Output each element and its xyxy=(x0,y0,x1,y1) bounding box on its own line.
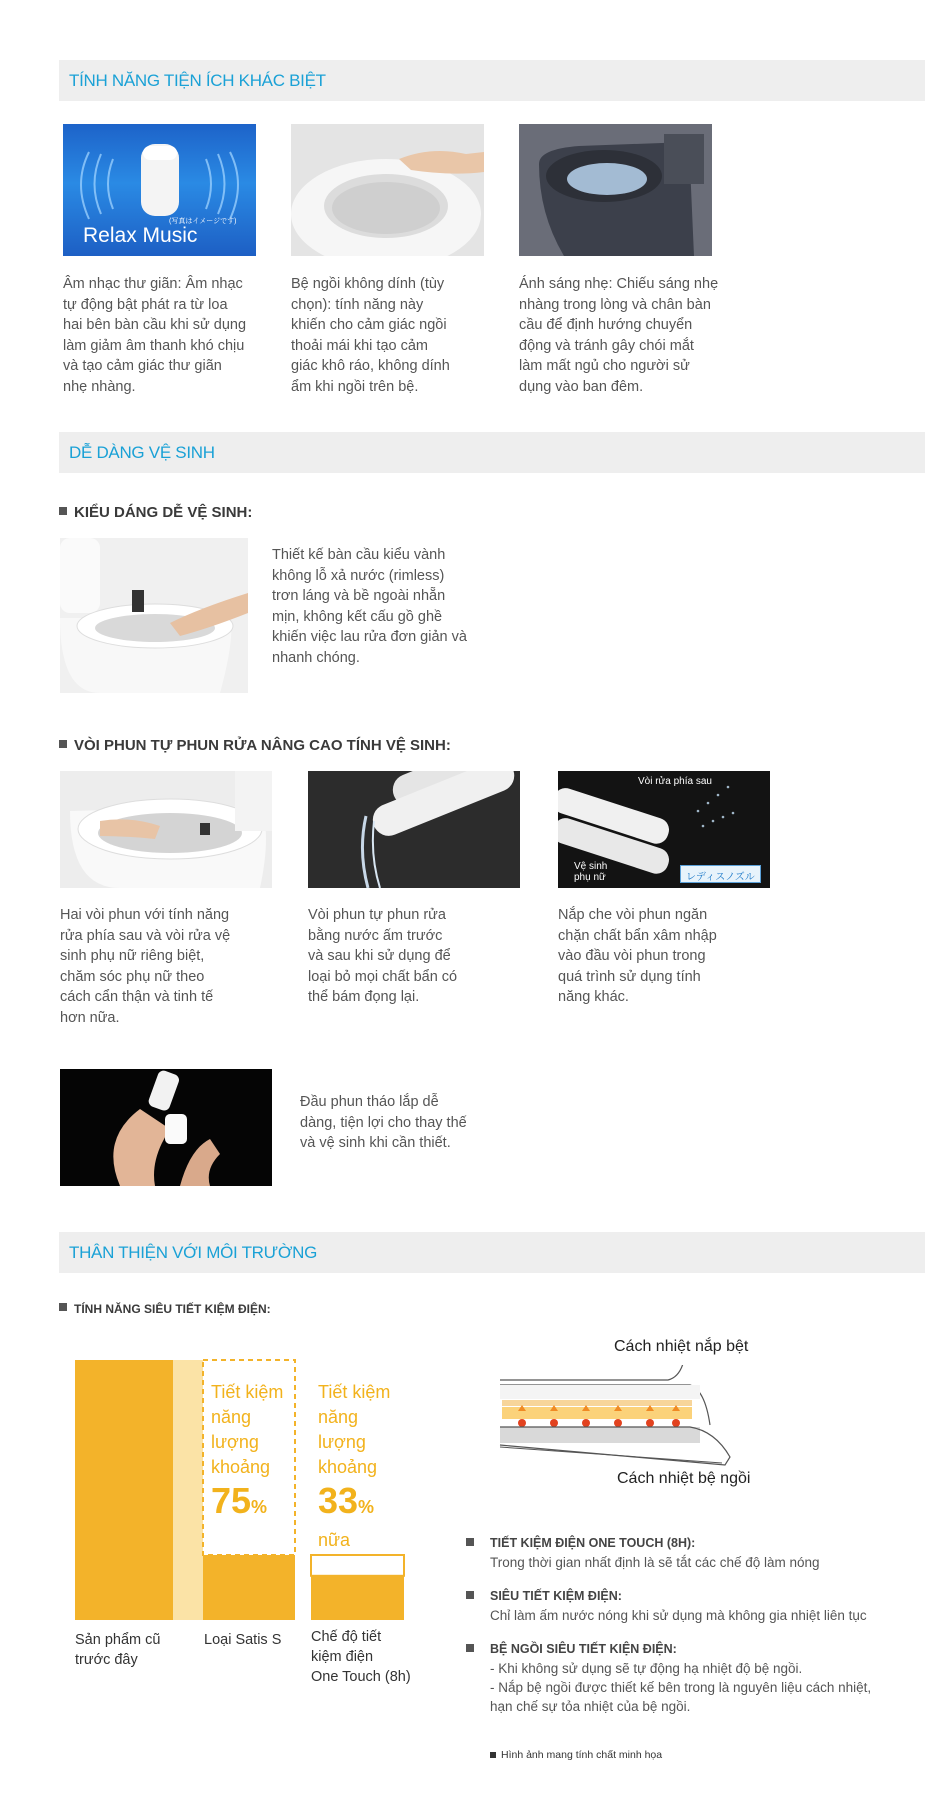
feature-desc-relax-music: Âm nhạc thư giãn: Âm nhạc tự động bật phát ra từ loa hai bên bàn cầu khi sử dụng làm giảm âm thanh khó chịu và tạo cảm giác thư giãn nhẹ nhàng. xyxy=(63,276,247,395)
seat-insulation-label: Cách nhiệt bệ ngồi xyxy=(617,1470,751,1487)
bullet-square-icon xyxy=(490,1752,496,1758)
section-title: THÂN THIỆN VỚI MÔI TRƯỜNG xyxy=(69,1243,318,1262)
bar-0 xyxy=(75,1360,173,1620)
bullet-square-icon xyxy=(59,507,67,515)
ladies-nozzle-badge: レディスノズル xyxy=(680,865,761,883)
bullet-square-icon xyxy=(59,740,67,748)
image-note: (写真はイメージです) xyxy=(169,218,237,225)
section-header-easy-clean xyxy=(59,432,925,473)
subheading-power-saving: TÍNH NĂNG SIÊU TIẾT KIỆM ĐIỆN: xyxy=(59,1302,271,1316)
section-header-features xyxy=(59,60,925,101)
footnote: Hình ảnh mang tính chất minh họa xyxy=(490,1749,662,1761)
feature-desc-night-light: Ánh sáng nhẹ: Chiếu sáng nhẹ nhàng trong lòng và chân bàn cầu để định hướng chuyển động và tránh gây chói mắt làm mất ngủ cho người sử dụng vào ban đêm. xyxy=(519,276,719,395)
bullet-square-icon xyxy=(59,1303,67,1311)
feature-desc-non-stick-seat: Bệ ngồi không dính (tùy chọn): tính năng này khiến cho cảm giác ngồi thoải mái khi tạo cảm giác khô ráo, không dính ẩm khi ngồi trên bệ. xyxy=(291,276,450,395)
rimless-toilet-image xyxy=(60,538,248,693)
relax-music-image xyxy=(63,124,256,256)
subheading-easy-clean-design: KIỂU DÁNG DỄ VỆ SINH: xyxy=(59,504,252,521)
one-touch-saved-outline xyxy=(311,1555,404,1576)
feminine-nozzle-label: Vệ sinh phụ nữ xyxy=(574,861,608,883)
section-title: DỄ DÀNG VỆ SINH xyxy=(69,443,215,462)
bullet-super-saving-text: Chỉ làm ấm nước nóng khi sử dụng mà không gia nhiệt liên tục xyxy=(490,1608,867,1623)
bullet-square-icon xyxy=(466,1644,474,1652)
category-label-one-touch: Chế độ tiết kiệm điện One Touch (8h) xyxy=(311,1629,411,1685)
bullet-seat-saving-text: - Khi không sử dụng sẽ tự động hạ nhiệt độ bệ ngồi. - Nắp bệ ngồi được thiết kế bên trong là nguyên liệu cách nhiệt, hạn chế sự tỏa nhiệt của bệ ngồi. xyxy=(490,1661,872,1714)
warm-water-nozzle-image xyxy=(308,771,520,888)
bar-1 xyxy=(203,1555,295,1620)
insulation-diagram xyxy=(490,1365,770,1475)
subheading-self-clean-nozzle: VÒI PHUN TỰ PHUN RỬA NÂNG CAO TÍNH VỆ SINH: xyxy=(59,737,451,754)
dual-nozzle-image xyxy=(60,771,272,888)
rimless-desc: Thiết kế bàn cầu kiểu vành không lỗ xả nước (rimless) trơn láng và bề ngoài nhẵn mịn, không kết cấu gồ ghề khiến việc lau rửa đơn giản và nhanh chóng. xyxy=(272,547,467,666)
category-label-satis: Loại Satis S xyxy=(204,1632,282,1648)
seat-image xyxy=(291,124,484,256)
savings-label-one-touch: Tiết kiệm năng lượng khoảng 33% nữa xyxy=(318,1382,391,1550)
nozzle-cover-image xyxy=(558,771,770,888)
bullet-one-touch-text: Trong thời gian nhất định là sẽ tắt các chế độ làm nóng xyxy=(490,1555,820,1570)
bullet-one-touch-heading: TIẾT KIỆM ĐIỆN ONE TOUCH (8H): xyxy=(490,1536,695,1550)
bullet-seat-saving-heading: BỆ NGỒI SIÊU TIẾT KIỆN ĐIỆN: xyxy=(490,1642,677,1656)
detachable-nozzle-image xyxy=(60,1069,272,1186)
bullet-square-icon xyxy=(466,1591,474,1599)
rear-nozzle-label: Vòi rửa phía sau xyxy=(638,776,712,787)
bar-2 xyxy=(311,1576,404,1620)
lid-insulation-label: Cách nhiệt nắp bệt xyxy=(614,1338,749,1355)
night-light-image xyxy=(519,124,712,256)
warm-water-nozzle-desc: Vòi phun tự phun rửa bằng nước ấm trước và sau khi sử dụng để loại bỏ mọi chất bẩn có thể bám đọng lại. xyxy=(308,907,458,1005)
section-header-eco xyxy=(59,1232,925,1273)
dual-nozzle-desc: Hai vòi phun với tính năng rửa phía sau và vòi rửa vệ sinh phụ nữ riêng biệt, chăm sóc phụ nữ theo cách cẩn thận và tinh tế hơn nữa. xyxy=(60,907,231,1026)
savings-label-satis: Tiết kiệm năng lượng khoảng 75% xyxy=(211,1382,284,1521)
reduction-wedge xyxy=(173,1360,203,1620)
section-title: TÍNH NĂNG TIỆN ÍCH KHÁC BIỆT xyxy=(69,71,326,90)
nozzle-cover-desc: Nắp che vòi phun ngăn chặn chất bẩn xâm nhập vào đầu vòi phun trong quá trình sử dụng tính năng khác. xyxy=(558,907,717,1005)
category-label-old: Sản phẩm cũ trước đây xyxy=(75,1632,161,1668)
bullet-super-saving-heading: SIÊU TIẾT KIỆM ĐIỆN: xyxy=(490,1589,622,1603)
detachable-nozzle-desc: Đầu phun tháo lắp dễ dàng, tiện lợi cho thay thế và vệ sinh khi cần thiết. xyxy=(300,1094,467,1151)
relax-music-caption: Relax Music xyxy=(83,224,198,247)
bullet-square-icon xyxy=(466,1538,474,1546)
